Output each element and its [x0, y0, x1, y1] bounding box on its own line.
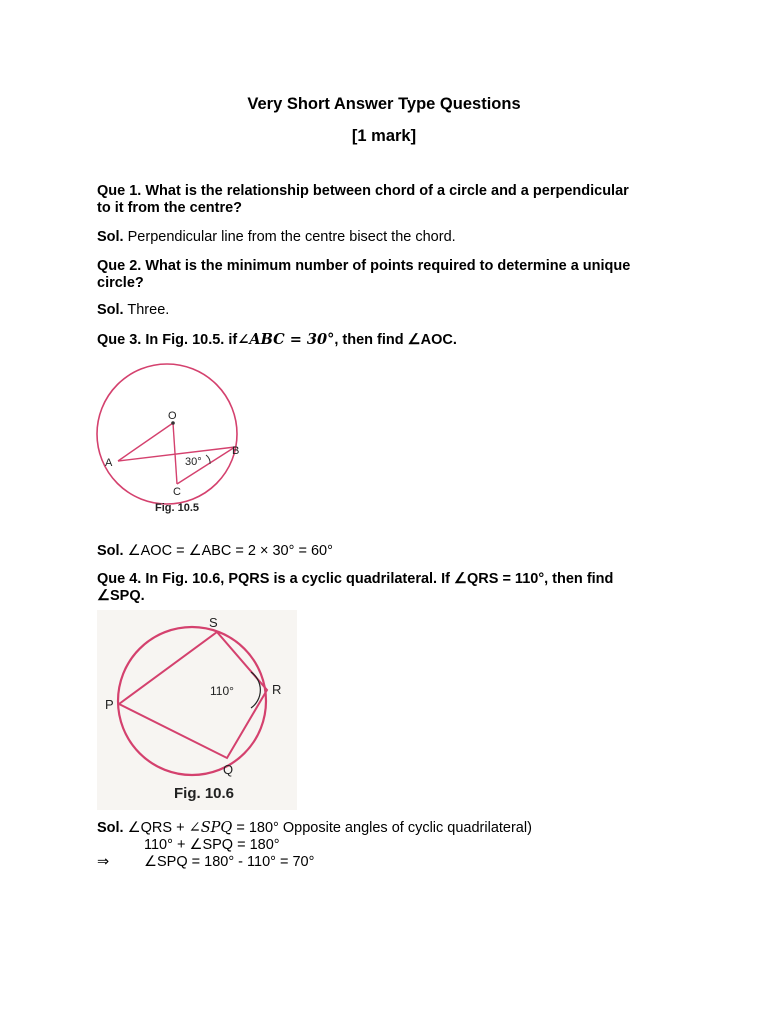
question-2-line-1: Que 2. What is the minimum number of points required to determine a unique: [97, 258, 631, 274]
circle-10-5: [97, 364, 240, 504]
solution-3-label: Sol.: [97, 543, 124, 559]
figure-10-5: [95, 358, 255, 523]
label-r: R: [272, 682, 282, 697]
figure-background: [97, 610, 297, 810]
label-b: B: [232, 445, 240, 457]
solution-3-text: ∠AOC = ∠ABC = 2 × 30° = 60°: [127, 543, 333, 559]
question-3: [97, 331, 677, 349]
figure-caption-10-5: Fig. 10.5: [155, 502, 200, 514]
solution-1-text: Perpendicular line from the centre bisect the chord.: [127, 229, 456, 245]
label-q: Q: [223, 762, 234, 777]
solution-4-line-3: [97, 854, 677, 871]
question-4-line-2: ∠SPQ.: [97, 588, 145, 604]
solution-3: [97, 543, 677, 560]
question-4: [97, 571, 677, 605]
question-3-suffix: , then find ∠AOC.: [334, 332, 457, 348]
page-subtitle: [1 mark]: [351, 127, 417, 145]
question-1-line-2: to it from the centre?: [97, 200, 243, 216]
label-s: S: [209, 615, 218, 630]
page-title: Very Short Answer Type Questions: [247, 95, 521, 113]
solution-4-line-3-text: ∠SPQ = 180° - 110° = 70°: [144, 854, 315, 870]
label-o: O: [168, 410, 177, 422]
question-2: [97, 258, 677, 292]
label-a: A: [105, 457, 113, 469]
figure-10-6: [97, 610, 297, 810]
solution-4-line-1-math: ∠SPQ: [188, 820, 233, 836]
solution-4-label: Sol.: [97, 820, 124, 836]
solution-4: [97, 820, 677, 871]
question-1: [97, 183, 677, 217]
solution-1: [97, 229, 677, 246]
question-4-line-1: Que 4. In Fig. 10.6, PQRS is a cyclic quadrilateral. If ∠QRS = 110°, then find: [97, 571, 614, 587]
solution-4-line-1-a: ∠QRS +: [127, 820, 189, 836]
solution-4-line-1-b: = 180°: [232, 820, 279, 836]
solution-4-line-2: 110° + ∠SPQ = 180°: [144, 837, 280, 853]
implies-symbol: ⇒: [97, 854, 110, 870]
label-p: P: [105, 697, 114, 712]
solution-2-label: Sol.: [97, 302, 124, 318]
solution-2-text: Three.: [127, 302, 170, 318]
question-3-prefix: Que 3. In Fig. 10.5. if: [97, 332, 238, 348]
angle-label-30: 30°: [185, 456, 202, 468]
solution-2: [97, 302, 677, 319]
question-1-line-1: Que 1. What is the relationship between chord of a circle and a perpendicular: [97, 183, 629, 199]
figure-caption-10-6: Fig. 10.6: [174, 785, 235, 802]
solution-4-line-1-c: Opposite angles of cyclic quadrilateral): [278, 820, 532, 836]
question-3-math: ∠ABC = 30°: [237, 331, 335, 348]
solution-4-line-1: [97, 820, 677, 837]
solution-1-label: Sol.: [97, 229, 124, 245]
question-2-line-2: circle?: [97, 275, 144, 291]
label-c: C: [173, 486, 181, 498]
angle-label-110: 110°: [210, 684, 234, 698]
